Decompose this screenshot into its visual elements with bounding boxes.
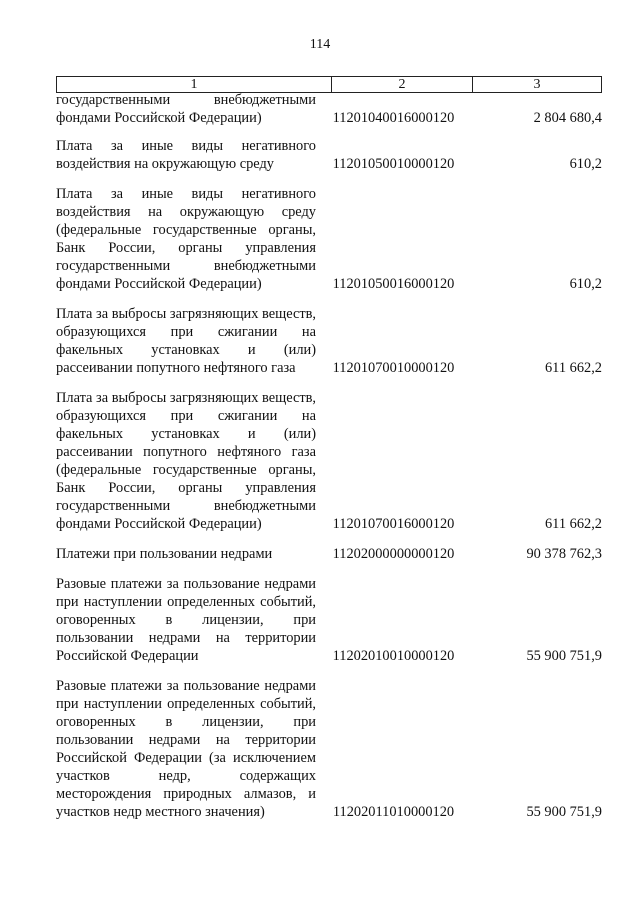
- header-col-3: 3: [533, 77, 541, 92]
- table-row: [56, 677, 602, 821]
- table-row: [56, 91, 602, 127]
- row-code: 11201050010000120: [332, 156, 455, 172]
- row-amount: 55 900 751,9: [526, 648, 602, 664]
- row-amount: 611 662,2: [544, 516, 602, 532]
- header-col-1: 1: [57, 77, 332, 92]
- row-amount: 90 378 762,3: [526, 546, 602, 562]
- row-name: Плата за иные виды негативного воздействия на окружающую среду (федеральные государственные органы, Банк России, органы управления государственными внебюджетными фондами Российской Федерации): [56, 186, 316, 292]
- table-row: [56, 305, 602, 377]
- row-code: 11202011010000120: [332, 804, 455, 820]
- table-row: [56, 185, 602, 293]
- row-code: 11201040016000120: [332, 110, 455, 126]
- row-amount: 611 662,2: [544, 360, 602, 376]
- row-code: 11201070010000120: [332, 360, 455, 376]
- budget-table: [56, 76, 602, 821]
- row-code: 11201050016000120: [332, 276, 455, 292]
- page-number: 114: [309, 37, 331, 52]
- row-code: 11202010010000120: [332, 648, 455, 664]
- row-name: Плата за выбросы загрязняющих веществ, образующихся при сжигании на факельных установках и (или) рассеивании попутного нефтяного газа: [56, 306, 317, 376]
- row-name: Плата за выбросы загрязняющих веществ, образующихся при сжигании на факельных установках и (или) рассеивании попутного нефтяного газа (федеральные государственные органы, Банк России, органы управления государственными внебюджетными фондами Российской Федерации): [56, 390, 317, 532]
- table-row: [56, 545, 602, 563]
- row-name: Плата за иные виды негативного воздействия на окружающую среду: [56, 138, 316, 172]
- row-amount: 2 804 680,4: [533, 110, 602, 126]
- row-name: Разовые платежи за пользование недрами при наступлении определенных событий, оговоренных в лицензии, при пользовании недрами на территории Российской Федерации: [56, 576, 316, 664]
- header-col-2: 2: [332, 77, 473, 92]
- table-row: [56, 575, 602, 665]
- row-amount: 610,2: [569, 156, 602, 172]
- row-name: Платежи при пользовании недрами: [56, 546, 273, 562]
- row-amount: 55 900 751,9: [526, 804, 602, 820]
- row-code: 11201070016000120: [332, 516, 455, 532]
- row-amount: 610,2: [569, 276, 602, 292]
- row-name: государственными внебюджетными фондами Российской Федерации): [56, 92, 316, 126]
- row-name: Разовые платежи за пользование недрами при наступлении определенных событий, оговоренных в лицензии, при пользовании недрами на территории Российской Федерации (за исключением участков недр, содержащих месторождения природных алмазов, и участков недр местного значения): [56, 678, 316, 820]
- table-row: [56, 389, 602, 533]
- table-row: [56, 137, 602, 173]
- row-code: 11202000000000120: [332, 546, 455, 562]
